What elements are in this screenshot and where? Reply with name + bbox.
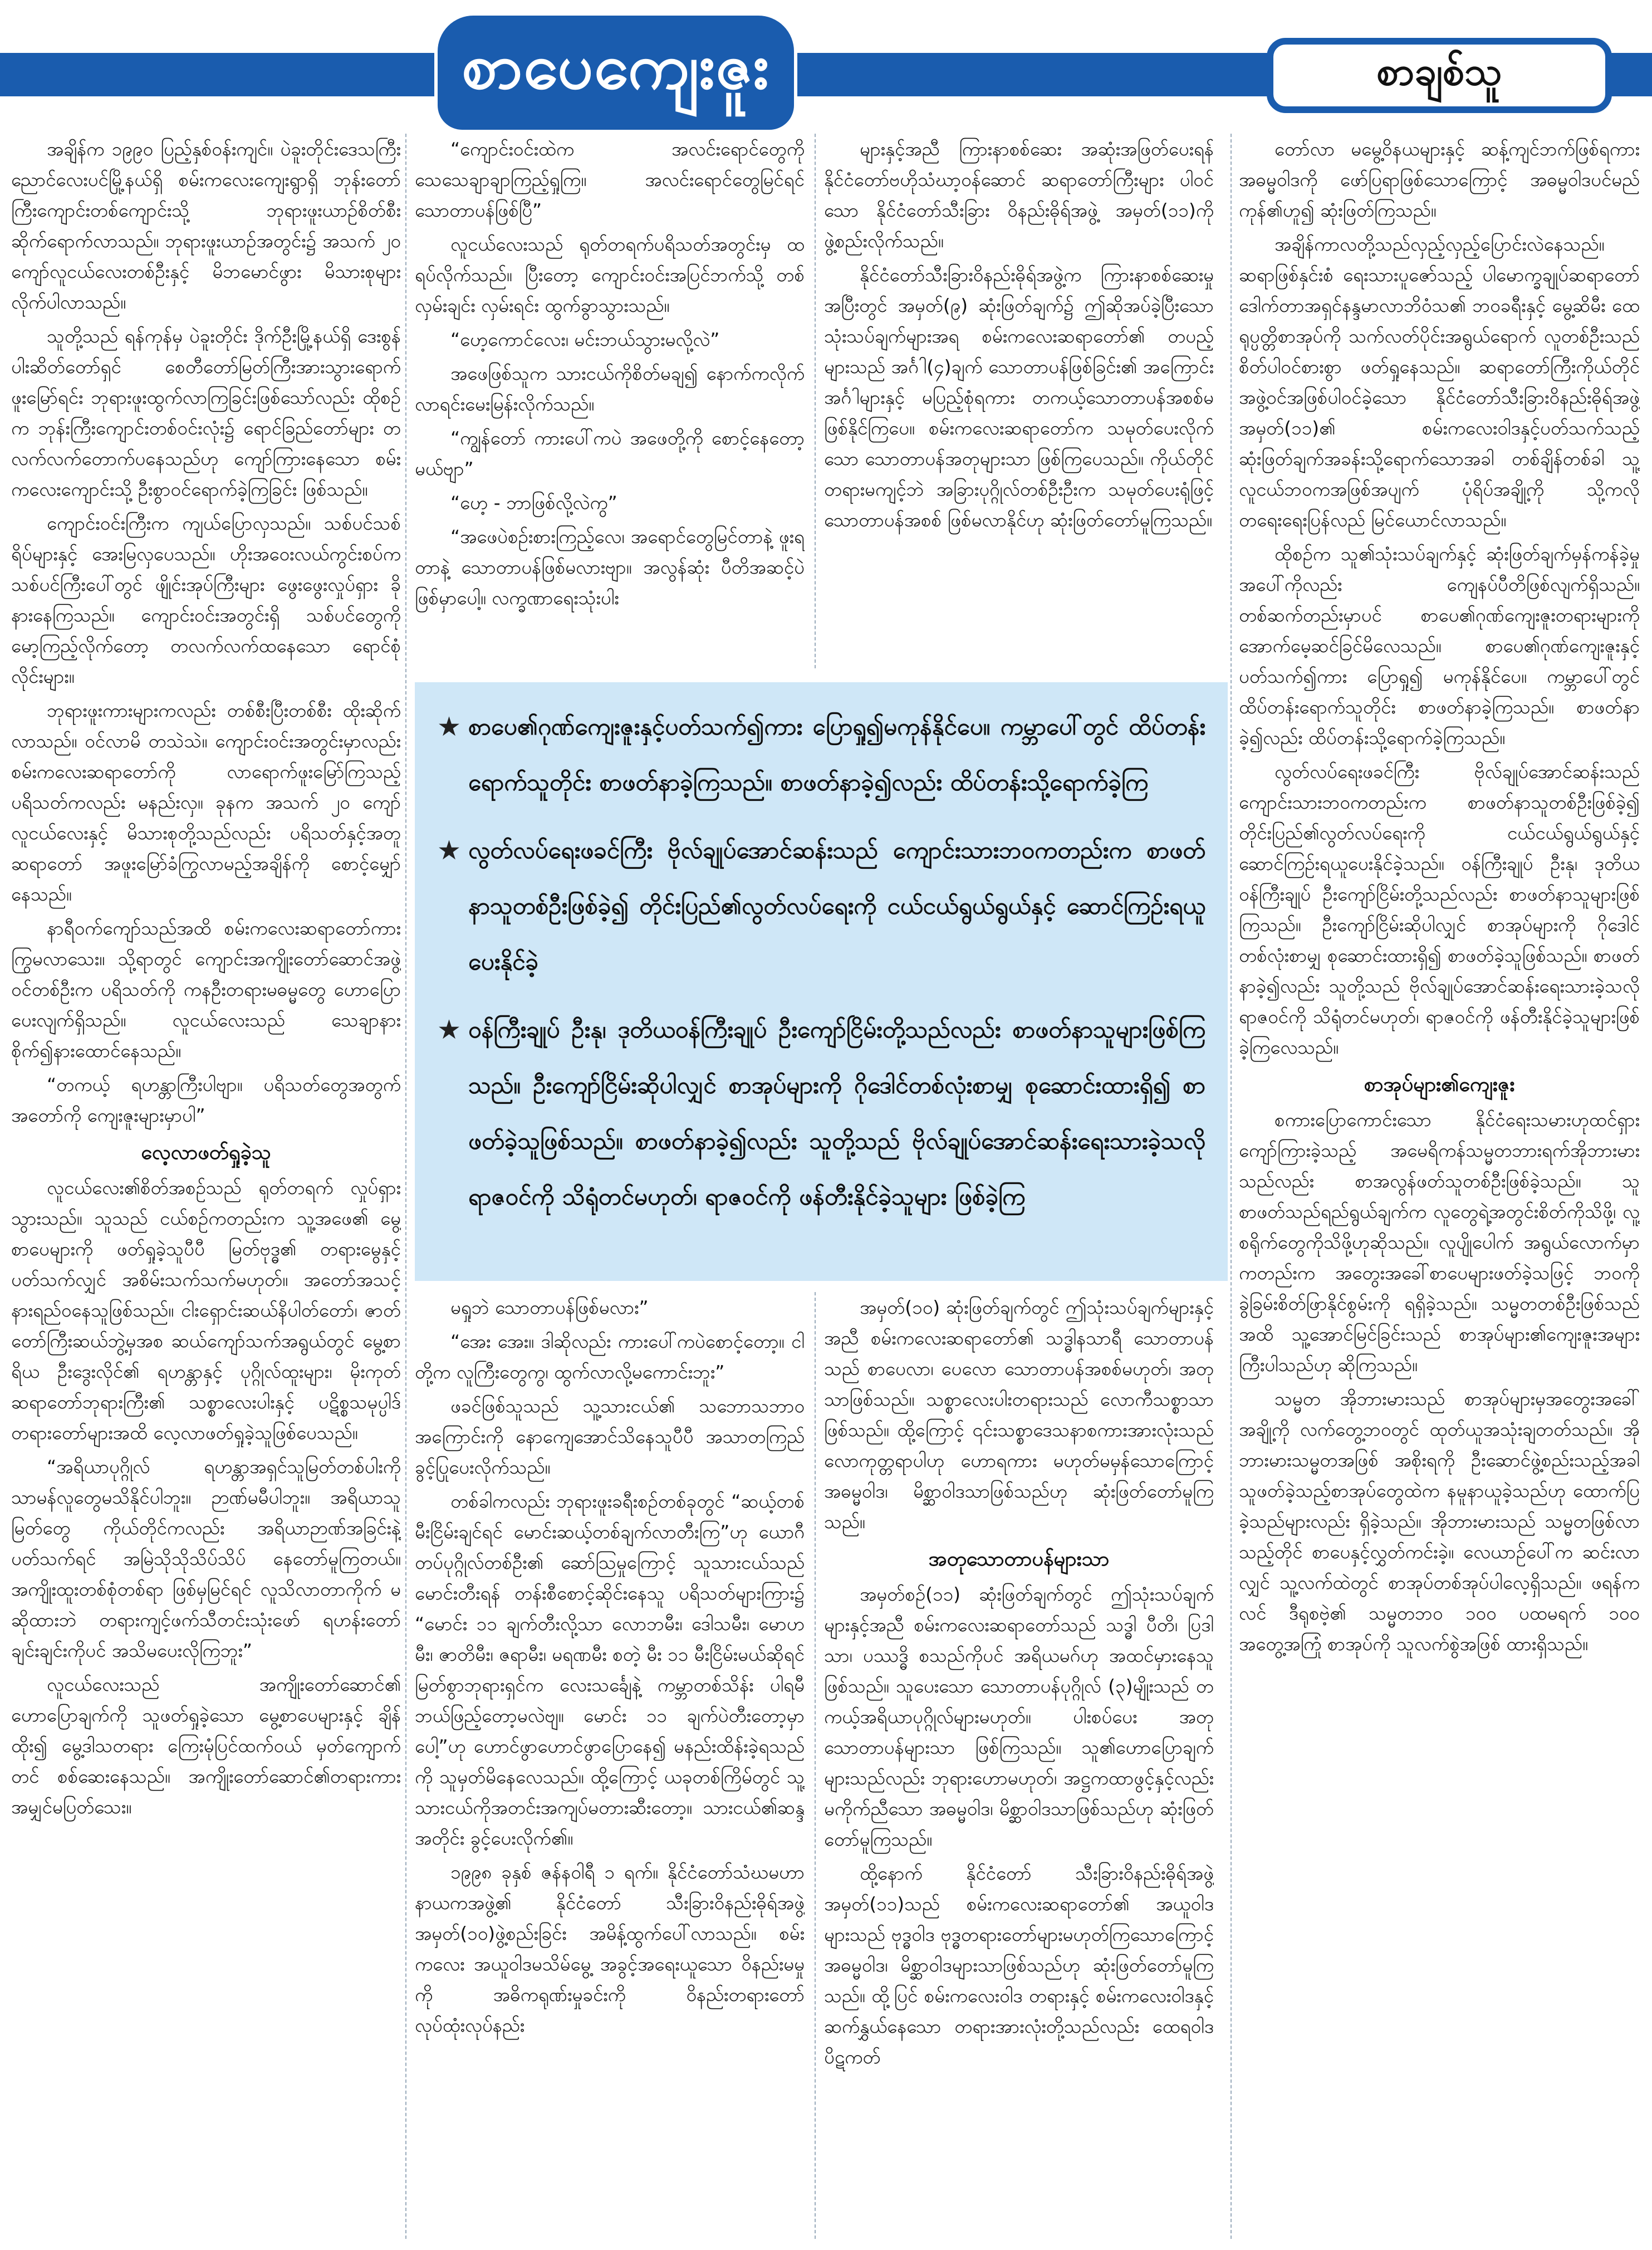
body-paragraph: လူငယ်လေး၏စိတ်အစဉ်သည် ရုတ်တရက် လှုပ်ရှားသွားသည်။ သူသည် ငယ်စဉ်ကတည်းက သူ့အဖေ၏ မွေ့စာပေများကို ဖတ်ရှုခဲ့သူပီပီ မြတ်ဗုဒ္ဓ၏ တရားမွေနှင့်ပတ်သက်လျှင် အစိမ်းသက်သက်မဟုတ်။ အတော်အသင့် နားရည်ဝနေသူဖြစ်သည်။ ငါးရှောင်းဆယ်နိပါတ်တော်၊ ဇာတ်တော်ကြီးဆယ်ဘွဲ့မှအစ ဆယ်ကျော်သက်အရွယ်တွင် မွေ့စာရိယ ဦးဒွေးလိုင်၏ ရဟန္တာနှင့် ပုဂ္ဂိုလ်ထူးများ၊ မိုးကုတ်ဆရာတော်ဘုရားကြီး၏ သစ္စာလေးပါးနှင့် ပဋိစ္စသမုပ္ပါဒ်တရားတော်များအထိ လေ့လာဖတ်ရှုခဲ့သူဖြစ်ပေသည်။: [11, 1177, 401, 1444]
pull-quote-item: [437, 823, 1205, 990]
body-paragraph: ကျောင်းဝင်းကြီးက ကျယ်ပြောလှသည်။ သစ်ပင်သစ်ရိပ်များနှင့် အေးမြလှပေသည်။ ဟိုးအဝေးလယ်ကွင်းစပ်က သစ်ပင်ကြီးပေါ်တွင် ဖျိုင်းအုပ်ကြီးများ ဖွေးဖွေးလှုပ်ရှား ခိုနားနေကြသည်။ ကျောင်းဝင်းအတွင်းရှိ သစ်ပင်တွေကို မော့ကြည့်လိုက်တော့ တလက်လက်ထနေသော ရောင်စုံလိုင်းများ။: [11, 512, 401, 687]
article-column-4: [1239, 134, 1640, 2250]
section-heading: လေ့လာဖတ်ရှုခဲ့သူ: [141, 1141, 271, 1164]
section-heading: အတုသောတာပန်များသာ: [928, 1548, 1110, 1571]
body-paragraph: အချိန်ကာလတို့သည်လှည့်လှည့်ပြောင်းလဲနေသည်။ ဆရာဖြစ်နှင်းစံ ရေးသားပူဇော်သည့် ပါမောက္ခချုပ်ဆရာတော် ဒေါက်တာအရှင်နန္ဒမာလာဘိဝံသ၏ ဘဝခရီးနှင့် မွေ့ဆိမီး ထေရုပ္ပတ္တိစာအုပ်ကို သက်လတ်ပိုင်းအရွယ်ရောက် လူတစ်ဦးသည်စိတ်ပါဝင်စားစွာ ဖတ်ရှုနေသည်။ ဆရာတော်ကြီးကိုယ်တိုင် အဖွဲ့ဝင်အဖြစ်ပါဝင်ခဲ့သော နိုင်ငံတော်သီးခြားဝိနည်းဓိုရ်အဖွဲ့ အမှတ်(၁၁)၏ စမ်းကလေးဝါဒနှင့်ပတ်သက်သည့် ဆုံးဖြတ်ချက်အခန်းသို့ရောက်သောအခါ တစ်ချိန်တစ်ခါ သူ့လူငယ်ဘဝကအဖြစ်အပျက် ပုံရိပ်အချို့ကို သို့ကလို တရေးရေးပြန်လည် မြင်ယောင်လာသည်။: [1239, 233, 1640, 531]
body-paragraph: အချိန်က ၁၉၉၀ ပြည့်နှစ်ဝန်းကျင်။ ပဲခူးတိုင်းဒေသကြီး ညောင်လေးပင်မြို့နယ်ရှိ စမ်းကလေးကျေးရွာရှိ ဘုန်းတော်ကြီးကျောင်းတစ်ကျောင်းသို့ ဘုရားဖူးယာဉ်စိတ်စီးဆိုက်ရောက်လာသည်။ ဘုရားဖူးယာဉ်အတွင်း၌ အသက် ၂၀ ကျော်လူငယ်လေးတစ်ဦးနှင့် မိဘမောင်ဖွား မိသားစုများ လိုက်ပါလာသည်။: [11, 138, 401, 313]
pull-quote-item: [437, 1002, 1205, 1225]
body-paragraph: လွတ်လပ်ရေးဖခင်ကြီး ဗိုလ်ချုပ်အောင်ဆန်းသည် ကျောင်းသားဘဝကတည်းက စာဖတ်နာသူတစ်ဦးဖြစ်ခဲ့၍ တိုင်းပြည်၏လွတ်လပ်ရေးကို ငယ်ငယ်ရွယ်ရွယ်နှင့် ဆောင်ကြဉ်းရယူပေးနိုင်ခဲ့သည်။ ဝန်ကြီးချုပ် ဦးနု၊ ဒုတိယဝန်ကြီးချုပ် ဦးကျော်ငြိမ်းတို့သည်လည်း စာဖတ်နာသူများဖြစ်ကြသည်။ ဦးကျော်ငြိမ်းဆိုပါလျှင် စာအုပ်များကို ဂိုဒေါင်တစ်လုံးစာမျှ စုဆောင်းထားရှိ၍ စာဖတ်ခဲ့သူဖြစ်သည်။ စာဖတ်နာခဲ့၍လည်း သူတို့သည် ဗိုလ်ချုပ်အောင်ဆန်းရေးသားခဲ့သလို ရာဇဝင်ကို သိရုံတင်မဟုတ်၊ ရာဇဝင်ကို ဖန်တီးနိုင်ခဲ့သူများဖြစ်ခဲ့ကြလေသည်။: [1239, 761, 1640, 1058]
body-paragraph: “ကျွန်တော် ကားပေါ်ကပဲ အဖေတို့ကို စောင့်နေတော့မယ်ဗျာ”: [415, 427, 805, 480]
page-header: [0, 0, 1652, 128]
body-paragraph: ထိုစဉ်က သူ၏သုံးသပ်ချက်နှင့် ဆုံးဖြတ်ချက်မှန်ကန်ခဲ့မှုအပေါ်ကိုလည်း ကျေနပ်ပီတိဖြစ်လျက်ရှိသည်။ တစ်ဆက်တည်းမှာပင် စာပေ၏ဂုဏ်ကျေးဇူးတရားများကို အောက်မေ့ဆင်ခြင်မိလေသည်။ စာပေ၏ဂုဏ်ကျေးဇူးနှင့်ပတ်သက်၍ကား ပြောရှု၍ မကုန်နိုင်ပေ။ ကမ္ဘာပေါ်တွင် ထိပ်တန်းရောက်သူတိုင်း စာဖတ်နာခဲ့ကြသည်။ စာဖတ်နာခဲ့၍လည်း ထိပ်တန်းသို့ရောက်ခဲ့ကြသည်။: [1239, 543, 1640, 749]
article-column-3-top: [824, 134, 1214, 668]
body-paragraph: “အဖေပဲစဉ်းစားကြည့်လေ၊ အရောင်တွေမြင်တာနဲ့ ဖူးရတာနဲ့ သောတာပန်ဖြစ်မလားဗျာ။ အလွန်ဆုံး ပီတိအဆင့်ပဲဖြစ်မှာပေါ့။ လက္ခဏာရေးသုံးပါး: [415, 526, 805, 609]
body-paragraph: “အရိယာပုဂ္ဂိုလ် ရဟန္တာအရှင်သူမြတ်တစ်ပါးကို သာမန်လူတွေမသိနိုင်ပါဘူး။ ဉာဏ်မမီပါဘူး။ အရိယာသူမြတ်တွေ ကိုယ်တိုင်ကလည်း အရိယာဉာဏ်အခြင်းနဲ့ပတ်သက်ရင် အမြဲသိုသိုသိပ်သိပ် နေတော်မူကြတယ်။ အကျိုးထူးတစ်စုံတစ်ရာ ဖြစ်မှမြင်ရင် လူသိလာတာကိုက် မဆိုထားဘဲ တရားကျင့်ဖက်သီတင်းသုံးဖော် ရဟန်းတော်ချင်းချင်းကိုပင် အသိမပေးလိုကြဘူး”: [11, 1456, 401, 1661]
body-paragraph: မရှုဘဲ သောတာပန်ဖြစ်မလား”: [450, 1297, 649, 1318]
body-paragraph: “ဟေ့ - ဘာဖြစ်လို့လဲကွ”: [450, 492, 617, 513]
body-paragraph: များနှင့်အညီ ကြားနာစစ်ဆေး အဆုံးအဖြတ်ပေးရန် နိုင်ငံတော်ဗဟိုသံဃာ့ဝန်ဆောင် ဆရာတော်ကြီးများ ပါဝင်သော နိုင်ငံတော်သီးခြား ဝိနည်းဓိုရ်အဖွဲ့ အမှတ်(၁၁)ကို ဖွဲ့စည်းလိုက်သည်။: [824, 138, 1214, 252]
body-paragraph: ဖခင်ဖြစ်သူသည် သူ့သားငယ်၏ သဘောသဘာဝအကြောင်းကို နောကျေအောင်သိနေသူပီပီ အသာတကြည် ခွင့်ပြုပေးလိုက်သည်။: [415, 1395, 805, 1478]
body-paragraph: လူငယ်လေးသည် အကျိုးတော်ဆောင်၏ ဟောပြောချက်ကို သူဖတ်ရှုခဲ့သော မွေ့စာပေများနှင့် ချိန်ထိုး၍ မွေ့ဒါသတရား ကြေးမုံပြင်ထက်ဝယ် မှတ်ကျောက်တင် စစ်ဆေးနေသည်။ အကျိုးတော်ဆောင်၏တရားကား အမျှင်မပြတ်သေး။: [11, 1674, 401, 1818]
body-paragraph: သမ္မတ အိုဘားမားသည် စာအုပ်များမှအတွေးအခေါ်အချို့ကို လက်တွေ့ဘဝတွင် ထုတ်ယူအသုံးချတတ်သည်။ အိုဘားမားသမ္မတအဖြစ် အစိုးရကို ဦးဆောင်ဖွဲ့စည်းသည့်အခါ သူဖတ်ခဲ့သည့်စာအုပ်တွေထဲက နမူနာယူခဲ့သည်ဟု ထောက်ပြခဲ့သည်များလည်း ရှိခဲ့သည်။ အိုဘားမားသည် သမ္မတဖြစ်လာသည့်တိုင် စာပေနှင့်လွှတ်ကင်းခဲ့။ လေယာဉ်ပေါ်က ဆင်းလာလျှင် သူ့လက်ထဲတွင် စာအုပ်တစ်အုပ်ပါလေ့ရှိသည်။ ဖရန်ကလင် ဒီရုစဗဲ့၏ သမ္မတဘဝ ၁၀၀ ပထမရက် ၁၀၀ အတွေ့အကြုံ စာအုပ်ကို သူလက်စွဲအဖြစ် ထားရှိသည်။: [1239, 1388, 1640, 1655]
section-heading: စာအုပ်များ၏ကျေးဇူး: [1364, 1073, 1515, 1096]
article-column-2-bottom: [415, 1292, 805, 2239]
body-paragraph: သူတို့သည် ရန်ကုန်မှ ပဲခူးတိုင်း ဒိုက်ဦးမြို့နယ်ရှိ ဒေးစွန်ပါးဆိတ်တော်ရှင် စေတီတော်မြတ်ကြီးအားသွားရောက်ဖူးမြော်ရင်း ဘုရားဖူးထွက်လာကြခြင်းဖြစ်သော်လည်း ထိုစဉ်က ဘုန်းကြီးကျောင်းတစ်ဝင်းလုံး၌ ရောင်ခြည်တော်များ တလက်လက်တောက်ပနေသည်ဟု ကျော်ကြားနေသော စမ်းကလေးကျောင်းသို့ ဦးစွာဝင်ရောက်ခဲ့ကြခြင်း ဖြစ်သည်။: [11, 325, 401, 500]
body-paragraph: ထို့နောက် နိုင်ငံတော် သီးခြားဝိနည်းဓိုရ်အဖွဲ့ အမှတ်(၁၁)သည် စမ်းကလေးဆရာတော်၏ အယူဝါဒများသည် ဗုဒ္ဓဝါဒ ဗုဒ္ဓတရားတော်များမဟုတ်ကြသောကြောင့် အဓမ္မဝါဒ၊ မိစ္ဆာဝါဒများသာဖြစ်သည်ဟု ဆုံးဖြတ်တော်မူကြသည်။ ထို့ပြင် စမ်းကလေးဝါဒ တရားနှင့် စမ်းကလေးဝါဒနှင့်ဆက်နွှယ်နေသော တရားအားလုံးတို့သည်လည်း ထေရဝါဒ ပိဋကတ်: [824, 1862, 1214, 2068]
body-paragraph: လူငယ်လေးသည် ရုတ်တရက်ပရိသတ်အတွင်းမှ ထရပ်လိုက်သည်။ ပြီးတော့ ကျောင်းဝင်းအပြင်ဘက်သို့ တစ်လှမ်းချင်း လှမ်းရင်း ထွက်ခွာသွားသည်။: [415, 233, 805, 316]
body-paragraph: အမှတ်(၁၀) ဆုံးဖြတ်ချက်တွင် ဤသုံးသပ်ချက်များနှင့်အညီ စမ်းကလေးဆရာတော်၏ သဒ္ဓါနသာရီ သောတာပန်သည် စာပေလာ၊ ပေလော သောတာပန်အစစ်မဟုတ်၊ အတုသာဖြစ်သည်။ သစ္စာလေးပါးတရားသည် လောကီသစ္စာသာဖြစ်သည်။ ထို့ကြောင့် ၎င်းသစ္စာဒေသနာစကားအားလုံးသည် လောကုတ္တရာပါဟု ဟောရကား မဟုတ်မမှန်သောကြောင့် အဓမ္မဝါဒ၊ မိစ္ဆာဝါဒသာဖြစ်သည်ဟု ဆုံးဖြတ်တော်မူကြသည်။: [824, 1297, 1214, 1533]
column-divider: [815, 134, 816, 668]
column-divider: [1231, 134, 1232, 2239]
pull-quote-text: လွတ်လပ်ရေးဖခင်ကြီး ဗိုလ်ချုပ်အောင်ဆန်းသည် ကျောင်းသားဘဝကတည်းက စာဖတ်နာသူတစ်ဦးဖြစ်ခဲ့၍ တိုင်းပြည်၏လွတ်လပ်ရေးကို ငယ်ငယ်ရွယ်ရွယ်နှင့် ဆောင်ကြဉ်းရယူပေးနိုင်ခဲ့: [468, 837, 1205, 975]
body-paragraph: အမှတ်စဉ်(၁၁) ဆုံးဖြတ်ချက်တွင် ဤသုံးသပ်ချက်များနှင့်အညီ စမ်းကလေးဆရာတော်သည် သဒ္ဓါ ပီတိ၊ ပြဒါသာ၊ ပဿဒ္ဓိ စသည်ကိုပင် အရိယမဂ်ဟု အထင်မှားနေသူဖြစ်သည်။ သူပေးသော သောတာပန်ပုဂ္ဂိုလ် (၃)မျိုးသည် တကယ့်အရိယာပုဂ္ဂိုလ်များမဟုတ်။ ပါးစပ်ပေး အတုသောတာပန်များသာ ဖြစ်ကြသည်။ သူ၏ဟောပြောချက်များသည်လည်း ဘုရားဟောမဟုတ်၊ အဋ္ဌကထာဖွင့်နှင့်လည်း မကိုက်ညီသော အဓမ္မဝါဒ၊ မိစ္ဆာဝါဒသာဖြစ်သည်ဟု ဆုံးဖြတ်တော်မူကြသည်။: [824, 1583, 1214, 1850]
body-paragraph: နိုင်ငံတော်သီးခြားဝိနည်းဓိုရ်အဖွဲ့က ကြားနာစစ်ဆေးမှုအပြီးတွင် အမှတ်(၉) ဆုံးဖြတ်ချက်၌ ဤဆိုအပ်ခဲ့ပြီးသော သုံးသပ်ချက်များအရ စမ်းကလေးဆရာတော်၏ တပည့်များသည် အင်္ဂါ(၄)ချက် သောတာပန်ဖြစ်ခြင်း၏ အကြောင်းအင်္ဂါများနှင့် မပြည့်စုံရကား တကယ့်သောတာပန်အစစ်မဖြစ်နိုင်ကြပေ။ စမ်းကလေးဆရာတော်က သမုတ်ပေးလိုက်သော သောတာပန်အတုများသာ ဖြစ်ကြပေသည်။ ကိုယ်တိုင်တရားမကျင့်ဘဲ အခြားပုဂ္ဂိုလ်တစ်ဦးဦးက သမုတ်ပေးရုံဖြင့် သောတာပန်အစစ် ဖြစ်မလာနိုင်ဟု ဆုံးဖြတ်တော်မူကြသည်။: [824, 264, 1214, 531]
body-paragraph: အဖေဖြစ်သူက သားငယ်ကိုစိတ်မချ၍ နောက်ကလိုက်လာရင်းမေးမြန်းလိုက်သည်။: [415, 363, 805, 415]
column-divider: [405, 134, 406, 2239]
star-icon: ★: [437, 711, 462, 742]
body-paragraph: ၁၉၉၈ ခုနှစ် ဇန်နဝါရီ ၁ ရက်။ နိုင်ငံတော်သံဃမဟာနာယကအဖွဲ့၏ နိုင်ငံတော် သီးခြားဝိနည်းဓိုရ်အဖွဲ့ အမှတ်(၁၀)ဖွဲ့စည်းခြင်း အမိန့်ထွက်ပေါ်လာသည်။ စမ်းကလေး အယူဝါဒမသိမ်မွေ့ အခွင့်အရေးယူသော ဝိနည်းမမှုကို အဓိကရုဏ်းမှုခင်းကို ဝိနည်းတရားတော် လုပ်ထုံးလုပ်နည်း: [415, 1861, 805, 2036]
body-paragraph: “ကျောင်းဝင်းထဲက အလင်းရောင်တွေကို သေသေချာချာကြည့်ရှုကြ။ အလင်းရောင်တွေမြင်ရင် သောတာပန်ဖြစ်ပြီ”: [415, 138, 805, 221]
pull-quote-text: ဝန်ကြီးချုပ် ဦးနု၊ ဒုတိယဝန်ကြီးချုပ် ဦးကျော်ငြိမ်းတို့သည်လည်း စာဖတ်နာသူများဖြစ်ကြသည်။ ဦးကျော်ငြိမ်းဆိုပါလျှင် စာအုပ်များကို ဂိုဒေါင်တစ်လုံးစာမျှ စုဆောင်းထားရှိ၍ စာဖတ်ခဲ့သူဖြစ်သည်။ စာဖတ်နာခဲ့၍လည်း သူတို့သည် ဗိုလ်ချုပ်အောင်ဆန်းရေးသားခဲ့သလို ရာဇဝင်ကို သိရုံတင်မဟုတ်၊ ရာဇဝင်ကို ဖန်တီးနိုင်ခဲ့သူများ ဖြစ်ခဲ့ကြ: [468, 1016, 1205, 1210]
body-paragraph: “အေး အေး။ ဒါဆိုလည်း ကားပေါ်ကပဲစောင့်တော့။ ငါတို့က လူကြီးတွေကွ၊ ထွက်လာလို့မကောင်းဘူး”: [415, 1331, 805, 1383]
column-divider: [815, 1292, 816, 2239]
body-paragraph: “ဟေ့ကောင်လေး၊ မင်းဘယ်သွားမလို့လဲ”: [450, 329, 720, 350]
body-paragraph: တစ်ခါကလည်း ဘုရားဖူးခရီးစဉ်တစ်ခုတွင် “ဆယ့်တစ်မီးငြိမ်းချင်ရင် မောင်းဆယ့်တစ်ချက်လာတီးကြ”ဟု ယောဂီတပ်ပုဂ္ဂိုလ်တစ်ဦး၏ ဆော်ဩမှုကြောင့် သူသားငယ်သည် မောင်းတီးရန် တန်းစီစောင့်ဆိုင်းနေသူ ပရိသတ်များကြား၌ “မောင်း ၁၁ ချက်တီးလို့သာ လောဘမီး၊ ဒေါသမီး၊ မောဟမီး၊ ဇာတိမီး၊ ဇရာမီး၊ မရဏမီး စတဲ့ မီး ၁၁ မီးငြိမ်းမယ်ဆိုရင် မြတ်စွာဘုရားရှင်က လေးသင်္ချေနဲ့ ကမ္ဘာတစ်သိန်း ပါရမီ ဘယ်ဖြည့်တော့မလဲဗျ။ မောင်း ၁၁ ချက်ပဲတီးတော့မှာပေါ့”ဟု ဟောင်ဖွာဟောင်ဖွာပြောနေ၍ မနည်းထိန်းခဲ့ရသည်ကို သူမှတ်မိနေလေသည်။ ထို့ကြောင့် ယခုတစ်ကြိမ်တွင် သူ့သားငယ်ကိုအတင်းအကျပ်မတားဆီးတော့။ သားငယ်၏ဆန္ဒအတိုင်း ခွင့်ပေးလိုက်၏။: [415, 1490, 805, 1849]
article-column-2-top: [415, 134, 805, 668]
body-paragraph: နာရီဝက်ကျော်သည်အထိ စမ်းကလေးဆရာတော်ကား ကြွမလာသေး။ သို့ရာတွင် ကျောင်းအကျိုးတော်ဆောင်အဖွဲ့ဝင်တစ်ဦးက ပရိသတ်ကို ကနဦးတရားမဓမ္မတွေ ဟောပြောပေးလျက်ရှိသည်။ လူငယ်လေးသည် သေချာနားစိုက်၍နားထောင်နေသည်။: [11, 917, 401, 1062]
pull-quote-item: [437, 699, 1205, 810]
author-label: စာချစ်သူ: [1267, 38, 1612, 113]
body-paragraph: စကားပြောကောင်းသော နိုင်ငံရေးသမားဟုထင်ရှားကျော်ကြားခဲ့သည့် အမေရိကန်သမ္မတဘားရက်အိုဘားမားသည်လည်း စာအလွန်ဖတ်သူတစ်ဦးဖြစ်ခဲ့သည်။ သူစာဖတ်သည်ရည်ရွယ်ချက်က လူတွေရဲ့အတွင်းစိတ်ကိုသိဖို့၊ လူ့စရိုက်တွေကိုသိဖို့ဟုဆိုသည်။ လူပျိုပေါက် အရွယ်လောက်မှာကတည်းက အတွေးအခေါ်စာပေများဖတ်ခဲ့သဖြင့် ဘဝကို ခွဲခြမ်းစိတ်ဖြာနိုင်စွမ်းကို ရရှိခဲ့သည်။ သမ္မတတစ်ဦးဖြစ်သည်အထိ သူ့အောင်မြင်ခြင်းသည် စာအုပ်များ၏ကျေးဇူးအများကြီးပါသည်ဟု ဆိုကြသည်။: [1239, 1109, 1640, 1376]
body-paragraph: “တကယ့် ရဟန္တာကြီးပါဗျာ။ ပရိသတ်တွေအတွက် အတော်ကို ကျေးဇူးများမှာပါ”: [11, 1074, 401, 1126]
masthead-title: စာပေကျေးဇူး: [434, 12, 797, 133]
article-column-1: [11, 134, 401, 2250]
pull-quote-text: စာပေ၏ဂုဏ်ကျေးဇူးနှင့်ပတ်သက်၍ကား ပြောရှု၍မကုန်နိုင်ပေ။ ကမ္ဘာပေါ်တွင် ထိပ်တန်းရောက်သူတိုင်း စာဖတ်နာခဲ့ကြသည်။ စာဖတ်နာခဲ့၍လည်း ထိပ်တန်းသို့ရောက်ခဲ့ကြ: [468, 713, 1205, 796]
body-paragraph: ဘုရားဖူးကားများကလည်း တစ်စီးပြီးတစ်စီး ထိုးဆိုက်လာသည်။ ဝင်လာမိ တသဲသဲ။ ကျောင်းဝင်းအတွင်းမှာလည်း စမ်းကလေးဆရာတော်ကို လာရောက်ဖူးမြော်ကြသည့် ပရိသတ်ကလည်း မနည်းလှ။ ခုနက အသက် ၂၀ ကျော် လူငယ်လေးနှင့် မိသားစုတို့သည်လည်း ပရိသတ်နှင့်အတူ ဆရာတော် အဖူးမြော်ခံကြွလာမည့်အချိန်ကို စောင့်မျှော်နေသည်။: [11, 700, 401, 905]
star-icon: ★: [437, 835, 462, 866]
article-column-3-bottom: [824, 1292, 1214, 2239]
pull-quote-box: [415, 682, 1228, 1281]
body-paragraph: တော်လာ မမွေ့ဝိနယများနှင့် ဆန့်ကျင်ဘက်ဖြစ်ရကား အဓမ္မဝါဒကို ဖော်ပြရာဖြစ်သောကြောင့် အဓမ္မဝါဒပင်မည်ကုန်၏ဟူ၍ ဆုံးဖြတ်ကြသည်။: [1239, 138, 1640, 221]
star-icon: ★: [437, 1014, 462, 1045]
